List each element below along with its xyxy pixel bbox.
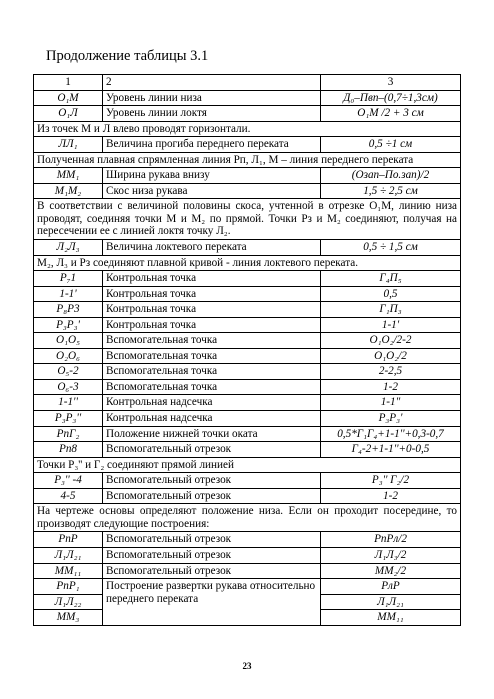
note-text: В соответствии с величиной половины скоса, учтенной в отрезке О₁М, линию низа проводят, соединяя точки М и М₂ по прямой. Точки Рз и М₂ соединяют, получая на пересечении ее с линией локтя точку Л₂. <box>34 199 461 240</box>
formula-cell: О₁М /2 + 3 см <box>321 106 461 122</box>
note-text: Точки Р₃'' и Г₂ соединяют прямой линией <box>34 457 461 473</box>
formula-cell: Г₄-2+1-1''+0-0,5 <box>321 442 461 458</box>
table-row <box>34 579 461 595</box>
table-row <box>34 442 461 458</box>
description-cell: Контрольная точка <box>103 317 321 333</box>
table-row <box>34 379 461 395</box>
formula-cell: 1-2 <box>321 488 461 504</box>
formula-cell: 0,5*Г₁Г₄+1-1''+0,3-0,7 <box>321 426 461 442</box>
description-cell: Вспомогательный отрезок <box>103 532 321 548</box>
table-row <box>34 137 461 153</box>
description-cell: Уровень линии локтя <box>103 106 321 122</box>
note-row <box>34 121 461 137</box>
segment-cell: РпР₁ <box>34 579 103 595</box>
note-row <box>34 152 461 168</box>
table-row <box>34 348 461 364</box>
table-row <box>34 302 461 318</box>
table-row <box>34 547 461 563</box>
table-row <box>34 168 461 184</box>
description-cell: Контрольная надсечка <box>103 395 321 411</box>
segment-cell: Р₃'' -4 <box>34 473 103 489</box>
table-row <box>34 106 461 122</box>
formula-cell: (Озап–По.зап)/2 <box>321 168 461 184</box>
segment-cell: Л₂Л₃ <box>34 240 103 256</box>
note-text: М₂, Л₃ и Рз соединяют плавной кривой - линия локтевого переката. <box>34 255 461 271</box>
formula-cell: 0,5 <box>321 286 461 302</box>
description-cell: Контрольная точка <box>103 302 321 318</box>
segment-cell: ЛЛ₁ <box>34 137 103 153</box>
description-cell: Скос низа рукава <box>103 183 321 199</box>
segment-cell: О₁Л <box>34 106 103 122</box>
segment-cell: Л₁Л₂₁ <box>34 547 103 563</box>
description-cell: Контрольная точка <box>103 286 321 302</box>
segment-cell: М₁М₂ <box>34 183 103 199</box>
description-cell: Ширина рукава внизу <box>103 168 321 184</box>
segment-cell: О₂О₆ <box>34 348 103 364</box>
description-cell: Контрольная точка <box>103 271 321 287</box>
table-row <box>34 411 461 427</box>
formula-cell: Д₀–Пвп–(0,7÷1,3см) <box>321 90 461 106</box>
segment-cell: ММ₁₁ <box>34 563 103 579</box>
formula-cell: 1-1' <box>321 317 461 333</box>
table-row <box>34 90 461 106</box>
formula-cell: Г₄П₅ <box>321 271 461 287</box>
description-cell: Вспомогательная точка <box>103 364 321 380</box>
table-row <box>34 183 461 199</box>
formula-cell: РпРл/2 <box>321 532 461 548</box>
table-row <box>34 240 461 256</box>
segment-cell: 1-1'' <box>34 395 103 411</box>
table-row <box>34 426 461 442</box>
segment-cell: ММ₃ <box>34 610 103 626</box>
note-row <box>34 457 461 473</box>
formula-cell: 1-2 <box>321 379 461 395</box>
segment-cell: РпР <box>34 532 103 548</box>
formula-cell: Р₃'' Г₂/2 <box>321 473 461 489</box>
description-cell: Вспомогательный отрезок <box>103 547 321 563</box>
note-text: Из точек М и Л влево проводят горизонтали. <box>34 121 461 137</box>
segment-cell: Р₇1 <box>34 271 103 287</box>
table-row <box>34 286 461 302</box>
formula-cell: Г₁П₃ <box>321 302 461 318</box>
table-row <box>34 333 461 349</box>
note-text: На чертеже основы определяют положение низа. Если он проходит посередине, то производят следующие построения: <box>34 504 461 532</box>
segment-cell: Л₁Л₂₂ <box>34 594 103 610</box>
formula-cell: О₁О₂/2 <box>321 348 461 364</box>
description-cell: Вспомогательная точка <box>103 333 321 349</box>
segment-cell: Р₃Р₃' <box>34 317 103 333</box>
note-row <box>34 504 461 532</box>
formula-cell: 2-2,5 <box>321 364 461 380</box>
description-cell: Вспомогательный отрезок <box>103 442 321 458</box>
description-cell: Положение нижней точки оката <box>103 426 321 442</box>
header-col-2: 2 <box>103 75 321 91</box>
table-row <box>34 532 461 548</box>
table-row <box>34 271 461 287</box>
table-row <box>34 317 461 333</box>
table-row <box>34 364 461 380</box>
formula-cell: Р₃Р₃' <box>321 411 461 427</box>
table-row <box>34 488 461 504</box>
formula-cell: 1-1" <box>321 395 461 411</box>
segment-cell: 1-1' <box>34 286 103 302</box>
note-row <box>34 255 461 271</box>
segment-cell: Рп8 <box>34 442 103 458</box>
segment-cell: О₆-3 <box>34 379 103 395</box>
page-title: Продолжение таблицы 3.1 <box>46 48 209 64</box>
note-row <box>34 199 461 240</box>
segment-cell: 4-5 <box>34 488 103 504</box>
description-cell: Контрольная надсечка <box>103 411 321 427</box>
formula-cell: Л₁Л₃/2 <box>321 547 461 563</box>
description-cell: Вспомогательный отрезок <box>103 473 321 489</box>
formula-cell: 0,5 ÷1 см <box>321 137 461 153</box>
formula-cell: 0,5 ÷ 1,5 см <box>321 240 461 256</box>
header-col-1: 1 <box>34 75 103 91</box>
description-cell: Величина локтевого переката <box>103 240 321 256</box>
formula-cell: РлР <box>321 579 461 595</box>
segment-cell: Р₃Р₃'' <box>34 411 103 427</box>
segment-cell: РпГ₂ <box>34 426 103 442</box>
description-cell: Уровень линии низа <box>103 90 321 106</box>
segment-cell: О₁М <box>34 90 103 106</box>
formula-cell: Л₁Л₂₁ <box>321 594 461 610</box>
description-cell: Построение развертки рукава относительно переднего переката <box>103 579 321 626</box>
description-cell: Вспомогательная точка <box>103 379 321 395</box>
table-row <box>34 563 461 579</box>
segment-cell: Р₈Р3 <box>34 302 103 318</box>
formula-cell: ММ₁₁ <box>321 610 461 626</box>
page-number: 23 <box>242 661 252 671</box>
segment-cell: О₅-2 <box>34 364 103 380</box>
table-header-row <box>34 75 461 91</box>
formula-cell: ММ₂/2 <box>321 563 461 579</box>
note-text: Полученная плавная спрямленная линия Рп, Л₁, М – линия переднего переката <box>34 152 461 168</box>
segment-cell: О₁О₅ <box>34 333 103 349</box>
header-col-3: 3 <box>321 75 461 91</box>
description-cell: Вспомогательный отрезок <box>103 563 321 579</box>
formula-cell: 1,5 ÷ 2,5 см <box>321 183 461 199</box>
description-cell: Вспомогательная точка <box>103 348 321 364</box>
description-cell: Вспомогательный отрезок <box>103 488 321 504</box>
construction-table <box>33 74 461 626</box>
segment-cell: ММ₁ <box>34 168 103 184</box>
table-row <box>34 473 461 489</box>
description-cell: Величина прогиба переднего переката <box>103 137 321 153</box>
formula-cell: О₁О₂/2-2 <box>321 333 461 349</box>
table-row <box>34 395 461 411</box>
